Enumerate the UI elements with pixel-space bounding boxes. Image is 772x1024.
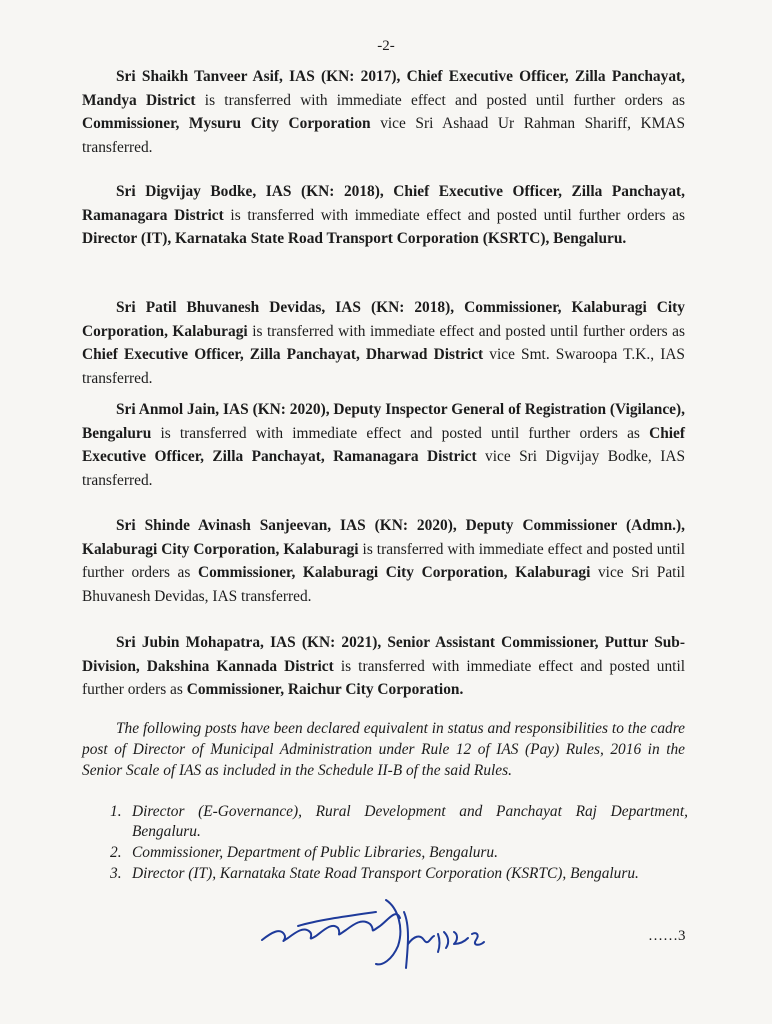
item-number: 1. bbox=[110, 803, 122, 820]
vice-text: vice Sri Ashaad Ur Rahman Shariff, KMAS transferred. bbox=[82, 115, 685, 156]
item-text: Director (E-Governance), Rural Development and Panchayat Raj Department, Bengaluru. bbox=[132, 803, 688, 840]
equivalent-posts-list bbox=[110, 802, 688, 885]
item-text: Commissioner, Department of Public Libraries, Bengaluru. bbox=[132, 844, 498, 861]
transfer-paragraph-3 bbox=[82, 296, 685, 390]
transfer-text: is transferred with immediate effect and posted until further orders as bbox=[82, 657, 685, 699]
new-post: Commissioner, Mysuru City Corporation bbox=[82, 115, 371, 133]
list-item bbox=[110, 843, 688, 863]
new-post: Commissioner, Kalaburagi City Corporation, Kalaburagi bbox=[197, 564, 591, 582]
officer-details: Sri Patil Bhuvanesh Devidas, IAS (KN: 2018), Commissioner, Kalaburagi City Corporation, Kalaburagi bbox=[82, 299, 685, 340]
transfer-paragraph-4 bbox=[82, 398, 685, 492]
equivalence-notice: The following posts have been declared equivalent in status and responsibilities to the cadre post of Director of Municipal Administration under Rule 12 of IAS (Pay) Rules, 2016 in the Senior Scale of IAS as included in the Schedule II-B of the said Rules. bbox=[82, 720, 685, 779]
transfer-text: is transferred with immediate effect and posted until further orders as bbox=[82, 540, 685, 582]
transfer-paragraph-6 bbox=[82, 631, 685, 702]
officer-details: Sri Digvijay Bodke, IAS (KN: 2018), Chief Executive Officer, Zilla Panchayat, Ramanagara District bbox=[82, 183, 685, 224]
signature-icon bbox=[258, 878, 518, 988]
transfer-paragraph-1 bbox=[82, 65, 685, 159]
officer-details: Sri Anmol Jain, IAS (KN: 2020), Deputy Inspector General of Registration (Vigilance), Bengaluru bbox=[82, 401, 685, 442]
transfer-text: is transferred with immediate effect and posted until further orders as bbox=[247, 322, 685, 340]
transfer-text: is transferred with immediate effect and posted until further orders as bbox=[151, 424, 650, 442]
new-post: Director (IT), Karnataka State Road Transport Corporation (KSRTC), Bengaluru. bbox=[82, 230, 627, 248]
vice-text: vice Smt. Swaroopa T.K., IAS transferred. bbox=[82, 346, 685, 387]
item-number: 2. bbox=[110, 844, 122, 861]
vice-text: vice Sri Patil Bhuvanesh Devidas, IAS transferred. bbox=[82, 564, 685, 605]
transfer-paragraph-2 bbox=[82, 180, 685, 251]
new-post: Commissioner, Raichur City Corporation. bbox=[186, 681, 464, 699]
list-item bbox=[110, 802, 688, 842]
continuation-marker: ……3 bbox=[648, 928, 686, 944]
vice-text: vice Sri Digvijay Bodke, IAS transferred. bbox=[82, 448, 685, 489]
new-post: Chief Executive Officer, Zilla Panchayat, Ramanagara District bbox=[82, 424, 685, 466]
officer-details: Sri Shaikh Tanveer Asif, IAS (KN: 2017), Chief Executive Officer, Zilla Panchayat, Mandya District bbox=[82, 68, 685, 109]
transfer-text: is transferred with immediate effect and posted until further orders as bbox=[223, 206, 685, 224]
new-post: Chief Executive Officer, Zilla Panchayat, Dharwad District bbox=[82, 346, 484, 364]
officer-details: Sri Shinde Avinash Sanjeevan, IAS (KN: 2020), Deputy Commissioner (Admn.), Kalaburagi City Corporation, Kalaburagi bbox=[82, 517, 685, 558]
item-number: 3. bbox=[110, 865, 122, 882]
transfer-paragraph-5 bbox=[82, 514, 685, 608]
item-text: Director (IT), Karnataka State Road Transport Corporation (KSRTC), Bengaluru. bbox=[132, 865, 639, 882]
officer-details: Sri Jubin Mohapatra, IAS (KN: 2021), Senior Assistant Commissioner, Puttur Sub-Division, Dakshina Kannada District bbox=[82, 634, 685, 675]
handwritten-signature bbox=[258, 878, 518, 993]
transfer-text: is transferred with immediate effect and posted until further orders as bbox=[195, 91, 685, 109]
page-number: -2- bbox=[377, 38, 395, 54]
